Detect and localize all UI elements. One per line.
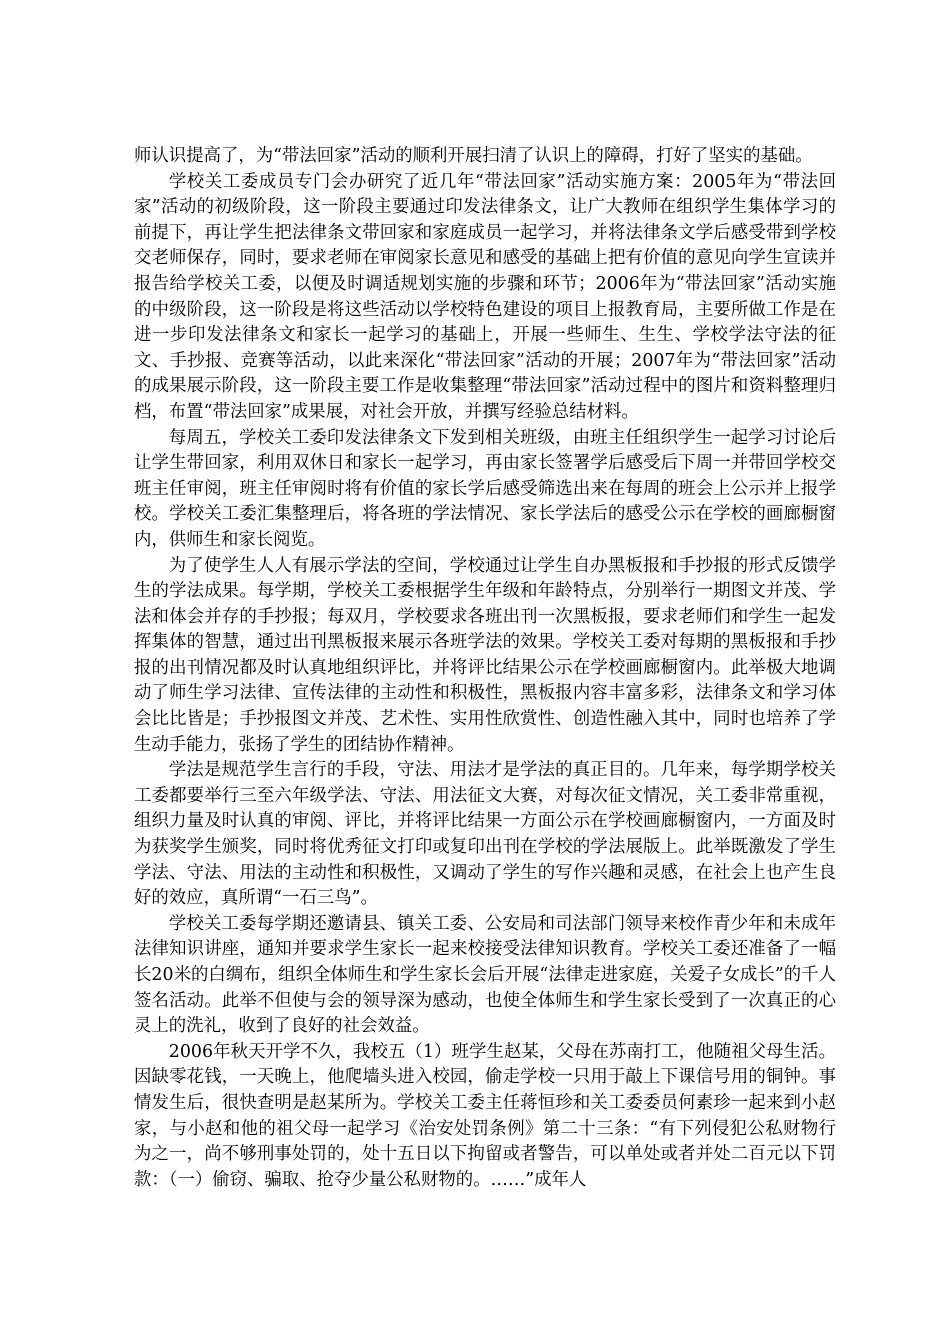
document-body — [134, 144, 836, 1193]
paragraph: 为了使学生人人有展示学法的空间，学校通过让学生自办黑板报和手抄报的形式反馈学生的学法成果。每学期，学校关工委根据学生年级和年龄特点，分别举行一期图文并茂、学法和体会并存的手抄报；每双月，学校要求各班出刊一次黑板报，要求老师们和学生一起发挥集体的智慧，通过出刊黑板报来展示各班学法的效果。学校关工委对每期的黑板报和手抄报的出刊情况都及时认真地组织评比，并将评比结果公示在学校画廊橱窗内。此举极大地调动了师生学习法律、宣传法律的主动性和积极性，黑板报内容丰富多彩，法律条文和学习体会比比皆是；手抄报图文并茂、艺术性、实用性欣赏性、创造性融入其中，同时也培养了学生动手能力，张扬了学生的团结协作精神。 — [134, 555, 836, 755]
paragraph: 学校关工委成员专门会办研究了近几年“带法回家”活动实施方案：2005年为“带法回家”活动的初级阶段，这一阶段主要通过印发法律条文，让广大教师在组织学生集体学习的前提下，再让学生把法律条文带回家和家庭成员一起学习，并将法律条文学后感受带到学校交老师保存，同时，要求老师在审阅家长意见和感受的基础上把有价值的意见向学生宣读并报告给学校关工委，以便及时调适规划实施的步骤和环节；2006年为“带法回家”活动实施的中级阶段，这一阶段是将这些活动以学校特色建设的项目上报教育局，主要所做工作是在进一步印发法律条文和家长一起学习的基础上，开展一些师生、生生、学校学法守法的征文、手抄报、竞赛等活动，以此来深化“带法回家”活动的开展；2007年为“带法回家”活动的成果展示阶段，这一阶段主要工作是收集整理“带法回家”活动过程中的图片和资料整理归档，布置“带法回家”成果展，对社会开放，并撰写经验总结材料。 — [134, 171, 836, 422]
paragraph: 学校关工委每学期还邀请县、镇关工委、公安局和司法部门领导来校作青少年和未成年法律知识讲座，通知并要求学生家长一起来校接受法律知识教育。学校关工委还准备了一幅长20米的白绸布，组织全体师生和学生家长会后开展“法律走进家庭，关爱子女成长”的千人签名活动。此举不但使与会的领导深为感动，也使全体师生和学生家长受到了一次真正的心灵上的洗礼，收到了良好的社会效益。 — [134, 913, 836, 1037]
paragraph: 学法是规范学生言行的手段，守法、用法才是学法的真正目的。几年来，每学期学校关工委都要举行三至六年级学法、守法、用法征文大赛，对每次征文情况，关工委非常重视，组织力量及时认真的审阅、评比，并将评比结果一方面公示在学校画廊橱窗内，一方面及时为获奖学生颁奖，同时将优秀征文打印或复印出刊在学校的学法展版上。此举既激发了学生学法、守法、用法的主动性和积极性，又调动了学生的写作兴趣和灵感，在社会上也产生良好的效应，真所谓“一石三鸟”。 — [134, 760, 836, 909]
paragraph: 每周五，学校关工委印发法律条文下发到相关班级，由班主任组织学生一起学习讨论后让学生带回家，利用双休日和家长一起学习，再由家长签署学后感受后下周一并带回学校交班主任审阅，班主任审阅时将有价值的家长学后感受筛选出来在每周的班会上公示并上报学校。学校关工委汇集整理后，将各班的学法情况、家长学法后的感受公示在学校的画廊橱窗内，供师生和家长阅览。 — [134, 427, 836, 550]
paragraph-continuation: 师认识提高了，为“带法回家”活动的顺利开展扫清了认识上的障碍，打好了坚实的基础。 — [134, 146, 813, 166]
paragraph: 2006年秋天开学不久，我校五（1）班学生赵某，父母在苏南打工，他随祖父母生活。因缺零花钱，一天晚上，他爬墙头进入校园，偷走学校一只用于敲上下课信号用的铜钟。事情发生后，很快查明是赵某所为。学校关工委主任蒋恒珍和关工委委员何素珍一起来到小赵家，与小赵和他的祖父母一起学习《治安处罚条例》第二十三条：“有下列侵犯公私财物行为之一，尚不够刑事处罚的，处十五日以下拘留或者警告，可以单处或者并处二百元以下罚款：（一）偷窃、骗取、抢夺少量公私财物的。……”成年人 — [134, 1041, 836, 1190]
